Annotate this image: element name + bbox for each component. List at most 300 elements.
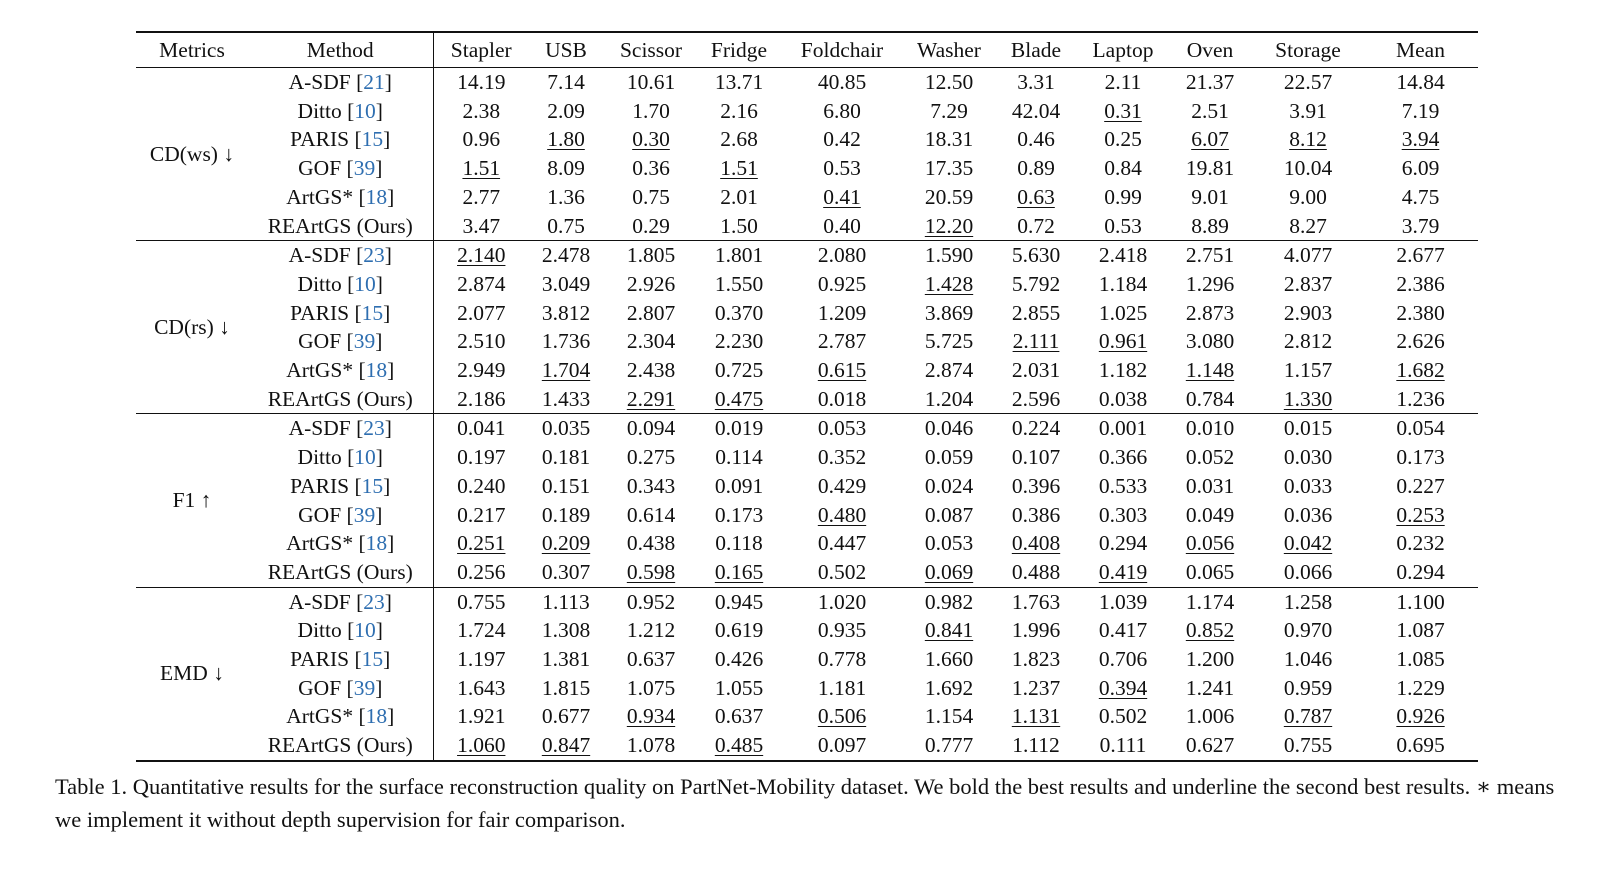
value-cell: 1.258 — [1283, 589, 1333, 614]
value-cell: 18.31 — [924, 127, 974, 152]
value-cell: 2.837 — [1283, 271, 1333, 296]
value-cell: 2.787 — [817, 329, 867, 354]
value-cell: 0.952 — [626, 589, 676, 614]
value-cell: 0.429 — [817, 473, 867, 498]
citation-link[interactable]: 39 — [353, 502, 376, 527]
method-name — [248, 97, 433, 126]
value-cell: 1.075 — [626, 675, 676, 700]
value-cell: 1.212 — [626, 618, 676, 643]
value-cell: 0.035 — [541, 416, 591, 441]
value-cell: 0.841 — [924, 618, 974, 643]
value-cell: 0.787 — [1283, 704, 1333, 729]
column-header: Blade — [1010, 38, 1062, 62]
value-cell: 0.934 — [626, 704, 676, 729]
value-cell: 0.033 — [1283, 473, 1333, 498]
value-cell: 0.046 — [924, 416, 974, 441]
value-cell: 0.097 — [817, 733, 867, 758]
column-header: Stapler — [450, 38, 512, 62]
value-cell: 0.024 — [924, 473, 974, 498]
method-name — [248, 472, 433, 501]
value-cell: 22.57 — [1283, 70, 1333, 94]
value-cell: 1.085 — [1396, 647, 1445, 672]
column-header: Oven — [1186, 38, 1234, 62]
table-row — [136, 299, 1478, 328]
value-cell: 9.01 — [1191, 184, 1229, 209]
citation-bracket: ] — [387, 184, 395, 209]
value-cell: 1.80 — [547, 127, 585, 152]
value-cell: 0.417 — [1098, 618, 1148, 643]
value-cell: 2.16 — [720, 98, 758, 123]
value-cell: 1.433 — [541, 386, 591, 411]
value-cell: 0.275 — [626, 445, 676, 470]
value-cell: 0.049 — [1185, 502, 1235, 527]
method-label: A-SDF [ — [288, 589, 364, 614]
method-name — [248, 616, 433, 645]
value-cell: 2.596 — [1011, 386, 1061, 411]
value-cell: 0.99 — [1104, 184, 1142, 209]
value-cell: 1.060 — [457, 733, 506, 758]
citation-link[interactable]: 10 — [354, 98, 376, 123]
table-row — [136, 212, 1478, 241]
value-cell: 0.151 — [541, 473, 591, 498]
value-cell: 2.438 — [626, 358, 676, 383]
value-cell: 0.114 — [715, 445, 763, 470]
method-label: ArtGS* [ — [286, 704, 366, 729]
value-cell: 1.736 — [541, 329, 591, 354]
value-cell: 3.94 — [1401, 127, 1440, 152]
value-cell: 0.438 — [626, 531, 676, 556]
value-cell: 1.039 — [1098, 589, 1148, 614]
value-cell: 0.065 — [1185, 559, 1235, 584]
table-row — [136, 414, 1478, 443]
column-header: Metrics — [159, 38, 225, 62]
table-row — [136, 558, 1478, 587]
table-row — [136, 270, 1478, 299]
value-cell: 1.148 — [1185, 358, 1235, 383]
value-cell: 0.847 — [541, 733, 591, 758]
citation-link[interactable]: 15 — [361, 647, 384, 672]
value-cell: 0.615 — [817, 358, 867, 383]
citation-bracket: ] — [383, 647, 391, 672]
table-row — [136, 385, 1478, 414]
value-cell: 2.140 — [457, 243, 506, 268]
value-cell: 1.643 — [457, 675, 506, 700]
citation-bracket: ] — [384, 416, 392, 441]
value-cell: 0.926 — [1396, 704, 1445, 729]
method-name — [248, 645, 433, 674]
citation-bracket: ] — [375, 618, 383, 643]
value-cell: 2.903 — [1283, 300, 1333, 325]
value-cell: 0.165 — [714, 559, 764, 584]
value-cell: 1.078 — [626, 733, 676, 758]
value-cell: 1.197 — [457, 647, 506, 672]
value-cell: 0.982 — [924, 589, 974, 614]
table-row — [136, 702, 1478, 731]
value-cell: 3.049 — [541, 271, 591, 296]
value-cell: 1.100 — [1396, 589, 1445, 614]
value-cell: 0.107 — [1011, 445, 1061, 470]
citation-link[interactable]: 39 — [353, 329, 376, 354]
value-cell: 1.381 — [541, 647, 591, 672]
value-cell: 1.660 — [924, 647, 974, 672]
value-cell: 0.42 — [823, 127, 861, 152]
value-cell: 2.626 — [1396, 329, 1445, 354]
value-cell: 0.173 — [714, 502, 764, 527]
citation-bracket: ] — [375, 156, 383, 181]
value-cell: 0.001 — [1098, 416, 1148, 441]
citation-link[interactable]: 21 — [363, 70, 385, 94]
citation-link[interactable]: 10 — [354, 271, 376, 296]
column-header: Method — [248, 32, 433, 68]
value-cell: 1.763 — [1011, 589, 1061, 614]
value-cell: 0.111 — [1099, 733, 1147, 758]
value-cell: 1.36 — [547, 184, 585, 209]
value-cell: 0.251 — [457, 531, 506, 556]
value-cell: 0.038 — [1098, 386, 1148, 411]
value-cell: 2.77 — [462, 184, 501, 209]
value-cell: 9.00 — [1289, 184, 1327, 209]
value-cell: 0.63 — [1017, 184, 1055, 209]
header-row — [136, 32, 1478, 68]
value-cell: 0.480 — [817, 502, 867, 527]
value-cell: 0.96 — [462, 127, 501, 152]
value-cell: 0.75 — [547, 213, 585, 238]
citation-link[interactable]: 15 — [361, 473, 384, 498]
value-cell: 12.50 — [924, 70, 974, 94]
value-cell: 2.855 — [1011, 300, 1061, 325]
value-cell: 19.81 — [1185, 156, 1235, 181]
citation-bracket: ] — [384, 589, 392, 614]
table-row — [136, 501, 1478, 530]
value-cell: 6.80 — [823, 98, 861, 123]
value-cell: 0.72 — [1017, 213, 1055, 238]
method-label: REArtGS (Ours) — [267, 733, 413, 758]
value-cell: 0.598 — [626, 559, 676, 584]
method-label: GOF [ — [298, 329, 354, 354]
value-cell: 0.256 — [457, 559, 506, 584]
citation-link[interactable]: 15 — [361, 300, 384, 325]
citation-link[interactable]: 23 — [363, 589, 385, 614]
value-cell: 2.11 — [1104, 70, 1142, 94]
column-header: Mean — [1396, 38, 1445, 62]
column-header: Scissor — [619, 38, 683, 62]
value-cell: 1.181 — [817, 675, 867, 700]
metric-group — [136, 241, 1478, 414]
value-cell: 0.925 — [817, 271, 867, 296]
value-cell: 0.386 — [1011, 502, 1061, 527]
value-cell: 0.307 — [541, 559, 591, 584]
value-cell: 0.303 — [1098, 502, 1148, 527]
value-cell: 0.29 — [632, 213, 670, 238]
method-label: A-SDF [ — [288, 243, 364, 268]
method-label: GOF [ — [298, 156, 354, 181]
citation-link[interactable]: 15 — [361, 127, 384, 152]
method-label: Ditto [ — [297, 98, 355, 123]
value-cell: 0.533 — [1098, 473, 1148, 498]
value-cell: 1.113 — [542, 589, 590, 614]
citation-link[interactable]: 18 — [365, 531, 388, 556]
citation-link[interactable]: 10 — [354, 445, 376, 470]
citation-bracket: ] — [387, 704, 395, 729]
value-cell: 2.080 — [817, 243, 867, 268]
value-cell: 0.614 — [626, 502, 676, 527]
value-cell: 10.04 — [1283, 156, 1333, 181]
value-cell: 4.75 — [1401, 184, 1440, 209]
value-cell: 1.550 — [714, 271, 764, 296]
value-cell: 1.996 — [1011, 618, 1061, 643]
value-cell: 0.189 — [541, 502, 591, 527]
column-header: Storage — [1275, 38, 1341, 62]
value-cell: 1.157 — [1283, 358, 1333, 383]
value-cell: 5.725 — [924, 329, 974, 354]
metric-group — [136, 587, 1478, 761]
citation-link[interactable]: 23 — [363, 416, 385, 441]
method-label: GOF [ — [298, 502, 354, 527]
value-cell: 2.874 — [924, 358, 974, 383]
value-cell: 0.031 — [1185, 473, 1235, 498]
value-cell: 1.921 — [457, 704, 506, 729]
value-cell: 2.68 — [720, 127, 758, 152]
value-cell: 0.041 — [457, 416, 506, 441]
value-cell: 0.755 — [457, 589, 506, 614]
method-label: REArtGS (Ours) — [267, 386, 413, 411]
value-cell: 0.053 — [817, 416, 867, 441]
value-cell: 17.35 — [924, 156, 974, 181]
column-header: Washer — [917, 38, 981, 62]
value-cell: 0.852 — [1185, 618, 1235, 643]
value-cell: 0.502 — [817, 559, 867, 584]
value-cell: 0.408 — [1011, 531, 1061, 556]
value-cell: 0.475 — [714, 386, 764, 411]
value-cell: 0.018 — [817, 386, 867, 411]
value-cell: 2.418 — [1098, 243, 1148, 268]
value-cell: 7.14 — [547, 70, 585, 94]
value-cell: 2.510 — [457, 329, 506, 354]
method-label: A-SDF [ — [288, 416, 364, 441]
value-cell: 5.792 — [1011, 271, 1061, 296]
citation-link[interactable]: 39 — [353, 675, 376, 700]
value-cell: 0.419 — [1098, 559, 1148, 584]
table-row — [136, 645, 1478, 674]
column-header: Foldchair — [800, 38, 884, 62]
value-cell: 1.70 — [632, 98, 670, 123]
value-cell: 1.724 — [457, 618, 506, 643]
value-cell: 0.294 — [1098, 531, 1148, 556]
value-cell: 0.370 — [714, 300, 764, 325]
table-row — [136, 616, 1478, 645]
value-cell: 2.677 — [1396, 243, 1445, 268]
value-cell: 2.304 — [626, 329, 676, 354]
value-cell: 3.080 — [1185, 329, 1235, 354]
table-row — [136, 125, 1478, 154]
citation-link[interactable]: 18 — [365, 358, 388, 383]
value-cell: 12.20 — [924, 213, 974, 238]
value-cell: 6.07 — [1191, 127, 1229, 152]
method-name — [248, 529, 433, 558]
value-cell: 0.227 — [1396, 473, 1445, 498]
method-name — [248, 558, 433, 587]
value-cell: 0.725 — [714, 358, 764, 383]
method-label: REArtGS (Ours) — [267, 213, 413, 238]
value-cell: 1.046 — [1283, 647, 1333, 672]
metric-group — [136, 68, 1478, 241]
value-cell: 3.47 — [462, 213, 501, 238]
value-cell: 1.154 — [924, 704, 974, 729]
table-row — [136, 97, 1478, 126]
table-row — [136, 356, 1478, 385]
value-cell: 0.181 — [541, 445, 591, 470]
citation-bracket: ] — [384, 70, 392, 94]
value-cell: 0.366 — [1098, 445, 1148, 470]
value-cell: 0.778 — [817, 647, 867, 672]
value-cell: 0.053 — [924, 531, 974, 556]
value-cell: 1.805 — [626, 243, 676, 268]
value-cell: 8.09 — [547, 156, 585, 181]
value-cell: 2.38 — [462, 98, 501, 123]
value-cell: 2.873 — [1185, 300, 1235, 325]
citation-link[interactable]: 39 — [353, 156, 376, 181]
value-cell: 0.755 — [1283, 733, 1333, 758]
method-label: Ditto [ — [297, 445, 355, 470]
method-name — [248, 587, 433, 616]
metric-label: CD(ws) ↓ — [149, 141, 235, 166]
column-header: Laptop — [1092, 38, 1154, 62]
results-table — [136, 31, 1478, 762]
value-cell: 1.055 — [714, 675, 764, 700]
citation-link[interactable]: 23 — [363, 243, 385, 268]
value-cell: 3.812 — [541, 300, 591, 325]
value-cell: 0.294 — [1396, 559, 1445, 584]
citation-bracket: ] — [387, 531, 395, 556]
method-name — [248, 125, 433, 154]
value-cell: 40.85 — [817, 70, 867, 94]
value-cell: 0.502 — [1098, 704, 1148, 729]
metric-group — [136, 414, 1478, 587]
value-cell: 0.019 — [714, 416, 764, 441]
value-cell: 0.036 — [1283, 502, 1333, 527]
value-cell: 0.46 — [1017, 127, 1055, 152]
value-cell: 1.112 — [1012, 733, 1060, 758]
method-name — [248, 731, 433, 761]
value-cell: 2.111 — [1012, 329, 1060, 354]
method-name — [248, 299, 433, 328]
value-cell: 0.209 — [541, 531, 591, 556]
citation-bracket: ] — [375, 98, 383, 123]
table-row — [136, 529, 1478, 558]
value-cell: 0.637 — [714, 704, 764, 729]
value-cell: 0.75 — [632, 184, 670, 209]
value-cell: 3.869 — [924, 300, 974, 325]
value-cell: 0.059 — [924, 445, 974, 470]
value-cell: 0.31 — [1104, 98, 1142, 123]
value-cell: 8.89 — [1191, 213, 1229, 238]
table-row — [136, 674, 1478, 703]
value-cell: 0.706 — [1098, 647, 1148, 672]
value-cell: 0.197 — [457, 445, 506, 470]
table-row — [136, 443, 1478, 472]
method-label: REArtGS (Ours) — [267, 559, 413, 584]
value-cell: 1.025 — [1098, 300, 1148, 325]
value-cell: 0.53 — [1104, 213, 1142, 238]
value-cell: 0.53 — [823, 156, 861, 181]
value-cell: 0.485 — [714, 733, 764, 758]
value-cell: 1.51 — [720, 156, 758, 181]
value-cell: 0.619 — [714, 618, 764, 643]
method-name — [248, 270, 433, 299]
method-name — [248, 241, 433, 270]
value-cell: 1.296 — [1185, 271, 1235, 296]
citation-link[interactable]: 18 — [365, 184, 388, 209]
value-cell: 2.077 — [457, 300, 506, 325]
value-cell: 0.054 — [1396, 416, 1445, 441]
column-header: Fridge — [710, 38, 768, 62]
method-name — [248, 212, 433, 241]
value-cell: 0.056 — [1185, 531, 1235, 556]
value-cell: 0.069 — [924, 559, 974, 584]
value-cell: 8.27 — [1289, 213, 1327, 238]
value-cell: 14.84 — [1396, 70, 1445, 94]
value-cell: 2.386 — [1396, 271, 1445, 296]
citation-link[interactable]: 18 — [365, 704, 388, 729]
method-name — [248, 154, 433, 183]
method-name — [248, 385, 433, 414]
value-cell: 1.330 — [1283, 386, 1333, 411]
value-cell: 1.815 — [541, 675, 591, 700]
value-cell: 1.020 — [817, 589, 867, 614]
value-cell: 1.087 — [1396, 618, 1445, 643]
value-cell: 0.784 — [1185, 386, 1235, 411]
method-label: PARIS [ — [290, 647, 362, 672]
value-cell: 0.173 — [1396, 445, 1445, 470]
value-cell: 2.812 — [1283, 329, 1333, 354]
value-cell: 2.807 — [626, 300, 676, 325]
value-cell: 2.949 — [457, 358, 506, 383]
method-name — [248, 356, 433, 385]
value-cell: 1.823 — [1011, 647, 1061, 672]
method-label: GOF [ — [298, 675, 354, 700]
value-cell: 2.380 — [1396, 300, 1445, 325]
value-cell: 0.677 — [541, 704, 591, 729]
method-name — [248, 327, 433, 356]
value-cell: 0.777 — [924, 733, 974, 758]
value-cell: 0.25 — [1104, 127, 1142, 152]
method-label: ArtGS* [ — [286, 531, 366, 556]
citation-bracket: ] — [375, 329, 383, 354]
method-name — [248, 443, 433, 472]
value-cell: 21.37 — [1185, 70, 1235, 94]
value-cell: 1.174 — [1185, 589, 1235, 614]
value-cell: 2.01 — [720, 184, 758, 209]
value-cell: 42.04 — [1011, 98, 1061, 123]
method-label: Ditto [ — [297, 271, 355, 296]
citation-link[interactable]: 10 — [354, 618, 376, 643]
metric-label: F1 ↑ — [172, 488, 212, 513]
value-cell: 7.19 — [1401, 98, 1440, 123]
table-row — [136, 327, 1478, 356]
value-cell: 0.30 — [632, 127, 670, 152]
value-cell: 6.09 — [1401, 156, 1440, 181]
value-cell: 0.232 — [1396, 531, 1445, 556]
value-cell: 0.240 — [457, 473, 506, 498]
method-label: PARIS [ — [290, 127, 362, 152]
metric-label: EMD ↓ — [160, 661, 224, 686]
citation-bracket: ] — [383, 300, 391, 325]
value-cell: 20.59 — [924, 184, 974, 209]
value-cell: 2.51 — [1191, 98, 1229, 123]
value-cell: 4.077 — [1283, 243, 1333, 268]
value-cell: 0.637 — [626, 647, 676, 672]
method-name — [248, 702, 433, 731]
